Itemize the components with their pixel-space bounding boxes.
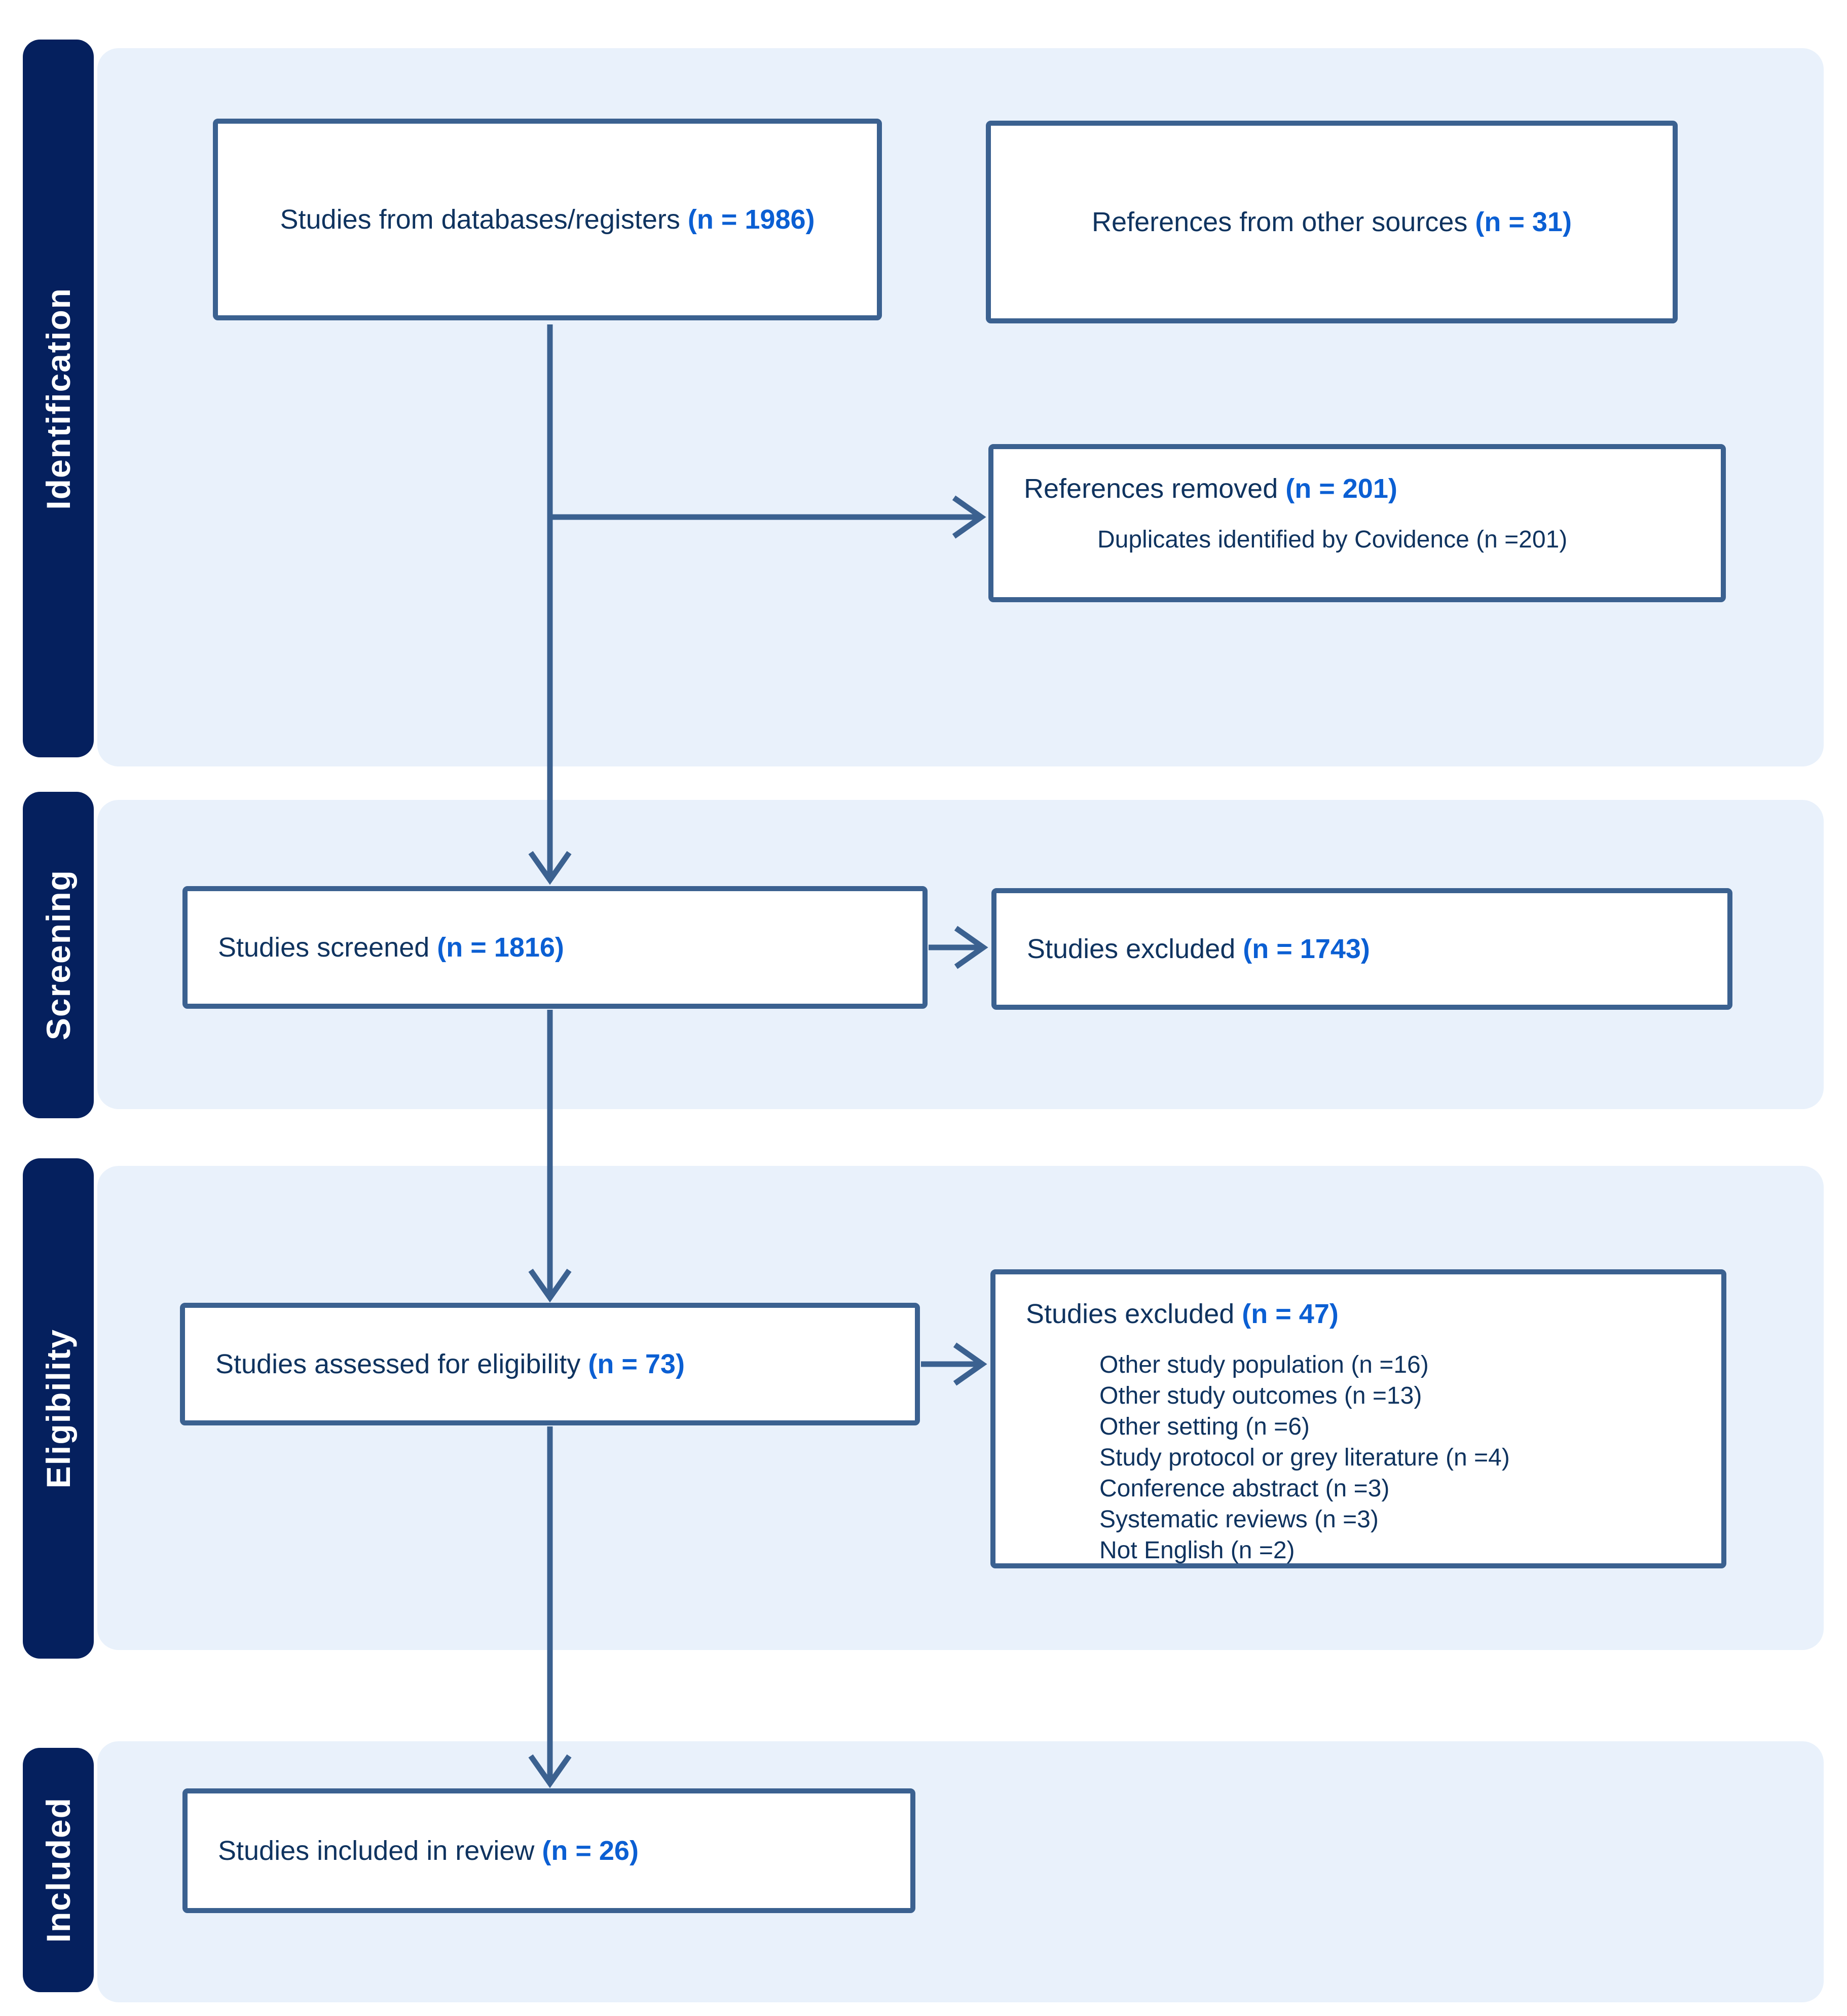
exclusion-reason: Not English (n =2)	[1099, 1537, 1295, 1564]
exclusion-reason-list	[1024, 524, 1711, 555]
box-text	[215, 1348, 685, 1380]
box-studies-screened	[182, 886, 928, 1009]
exclusion-reason-list	[1026, 1349, 1711, 1566]
box-count: (n = 31)	[1475, 207, 1572, 237]
box-count: (n = 1816)	[437, 932, 564, 963]
stage-tab-included	[23, 1748, 94, 1992]
box-text	[218, 932, 564, 963]
box-label: Studies excluded	[1027, 934, 1236, 964]
box-studies-from-databases	[213, 119, 882, 320]
box-count: (n = 26)	[542, 1836, 639, 1866]
box-references-removed	[988, 444, 1726, 602]
stage-tab-identification	[23, 40, 94, 757]
box-text	[1024, 471, 1711, 506]
stage-tab-screening	[23, 792, 94, 1118]
exclusion-reason: Other study outcomes (n =13)	[1099, 1382, 1422, 1409]
stage-label-screening: Screening	[40, 869, 77, 1041]
box-studies-assessed	[180, 1303, 920, 1425]
box-studies-included	[182, 1788, 915, 1913]
box-label: Studies excluded	[1026, 1299, 1235, 1329]
exclusion-reason: Other setting (n =6)	[1099, 1413, 1310, 1440]
stage-label-identification: Identification	[40, 287, 77, 510]
box-count: (n = 1986)	[687, 204, 815, 235]
box-label: Studies from databases/registers	[280, 204, 680, 235]
box-count: (n = 1743)	[1243, 934, 1370, 964]
box-label: Studies screened	[218, 932, 430, 963]
box-count: (n = 47)	[1242, 1299, 1339, 1329]
exclusion-reason: Conference abstract (n =3)	[1099, 1475, 1390, 1502]
box-studies-excluded-screening	[991, 888, 1732, 1010]
box-text	[1092, 206, 1572, 238]
box-references-other-sources	[986, 121, 1678, 323]
box-text	[280, 204, 815, 235]
exclusion-reason: Systematic reviews (n =3)	[1099, 1506, 1379, 1533]
stage-label-included: Included	[40, 1797, 77, 1943]
box-text	[1026, 1296, 1711, 1332]
box-label: References from other sources	[1092, 207, 1468, 237]
box-studies-excluded-eligibility	[990, 1269, 1726, 1568]
box-label: Studies assessed for eligibility	[215, 1349, 581, 1379]
box-text	[1027, 933, 1370, 965]
box-text	[218, 1835, 639, 1866]
stage-label-eligibility: Eligibility	[40, 1328, 77, 1489]
box-count: (n = 201)	[1285, 473, 1397, 504]
box-label: Studies included in review	[218, 1836, 535, 1866]
exclusion-reason: Duplicates identified by Covidence (n =201)	[1097, 526, 1568, 553]
box-label: References removed	[1024, 473, 1278, 504]
stage-tab-eligibility	[23, 1158, 94, 1659]
exclusion-reason: Study protocol or grey literature (n =4)	[1099, 1444, 1510, 1471]
exclusion-reason: Other study population (n =16)	[1099, 1351, 1429, 1378]
box-count: (n = 73)	[588, 1349, 685, 1379]
